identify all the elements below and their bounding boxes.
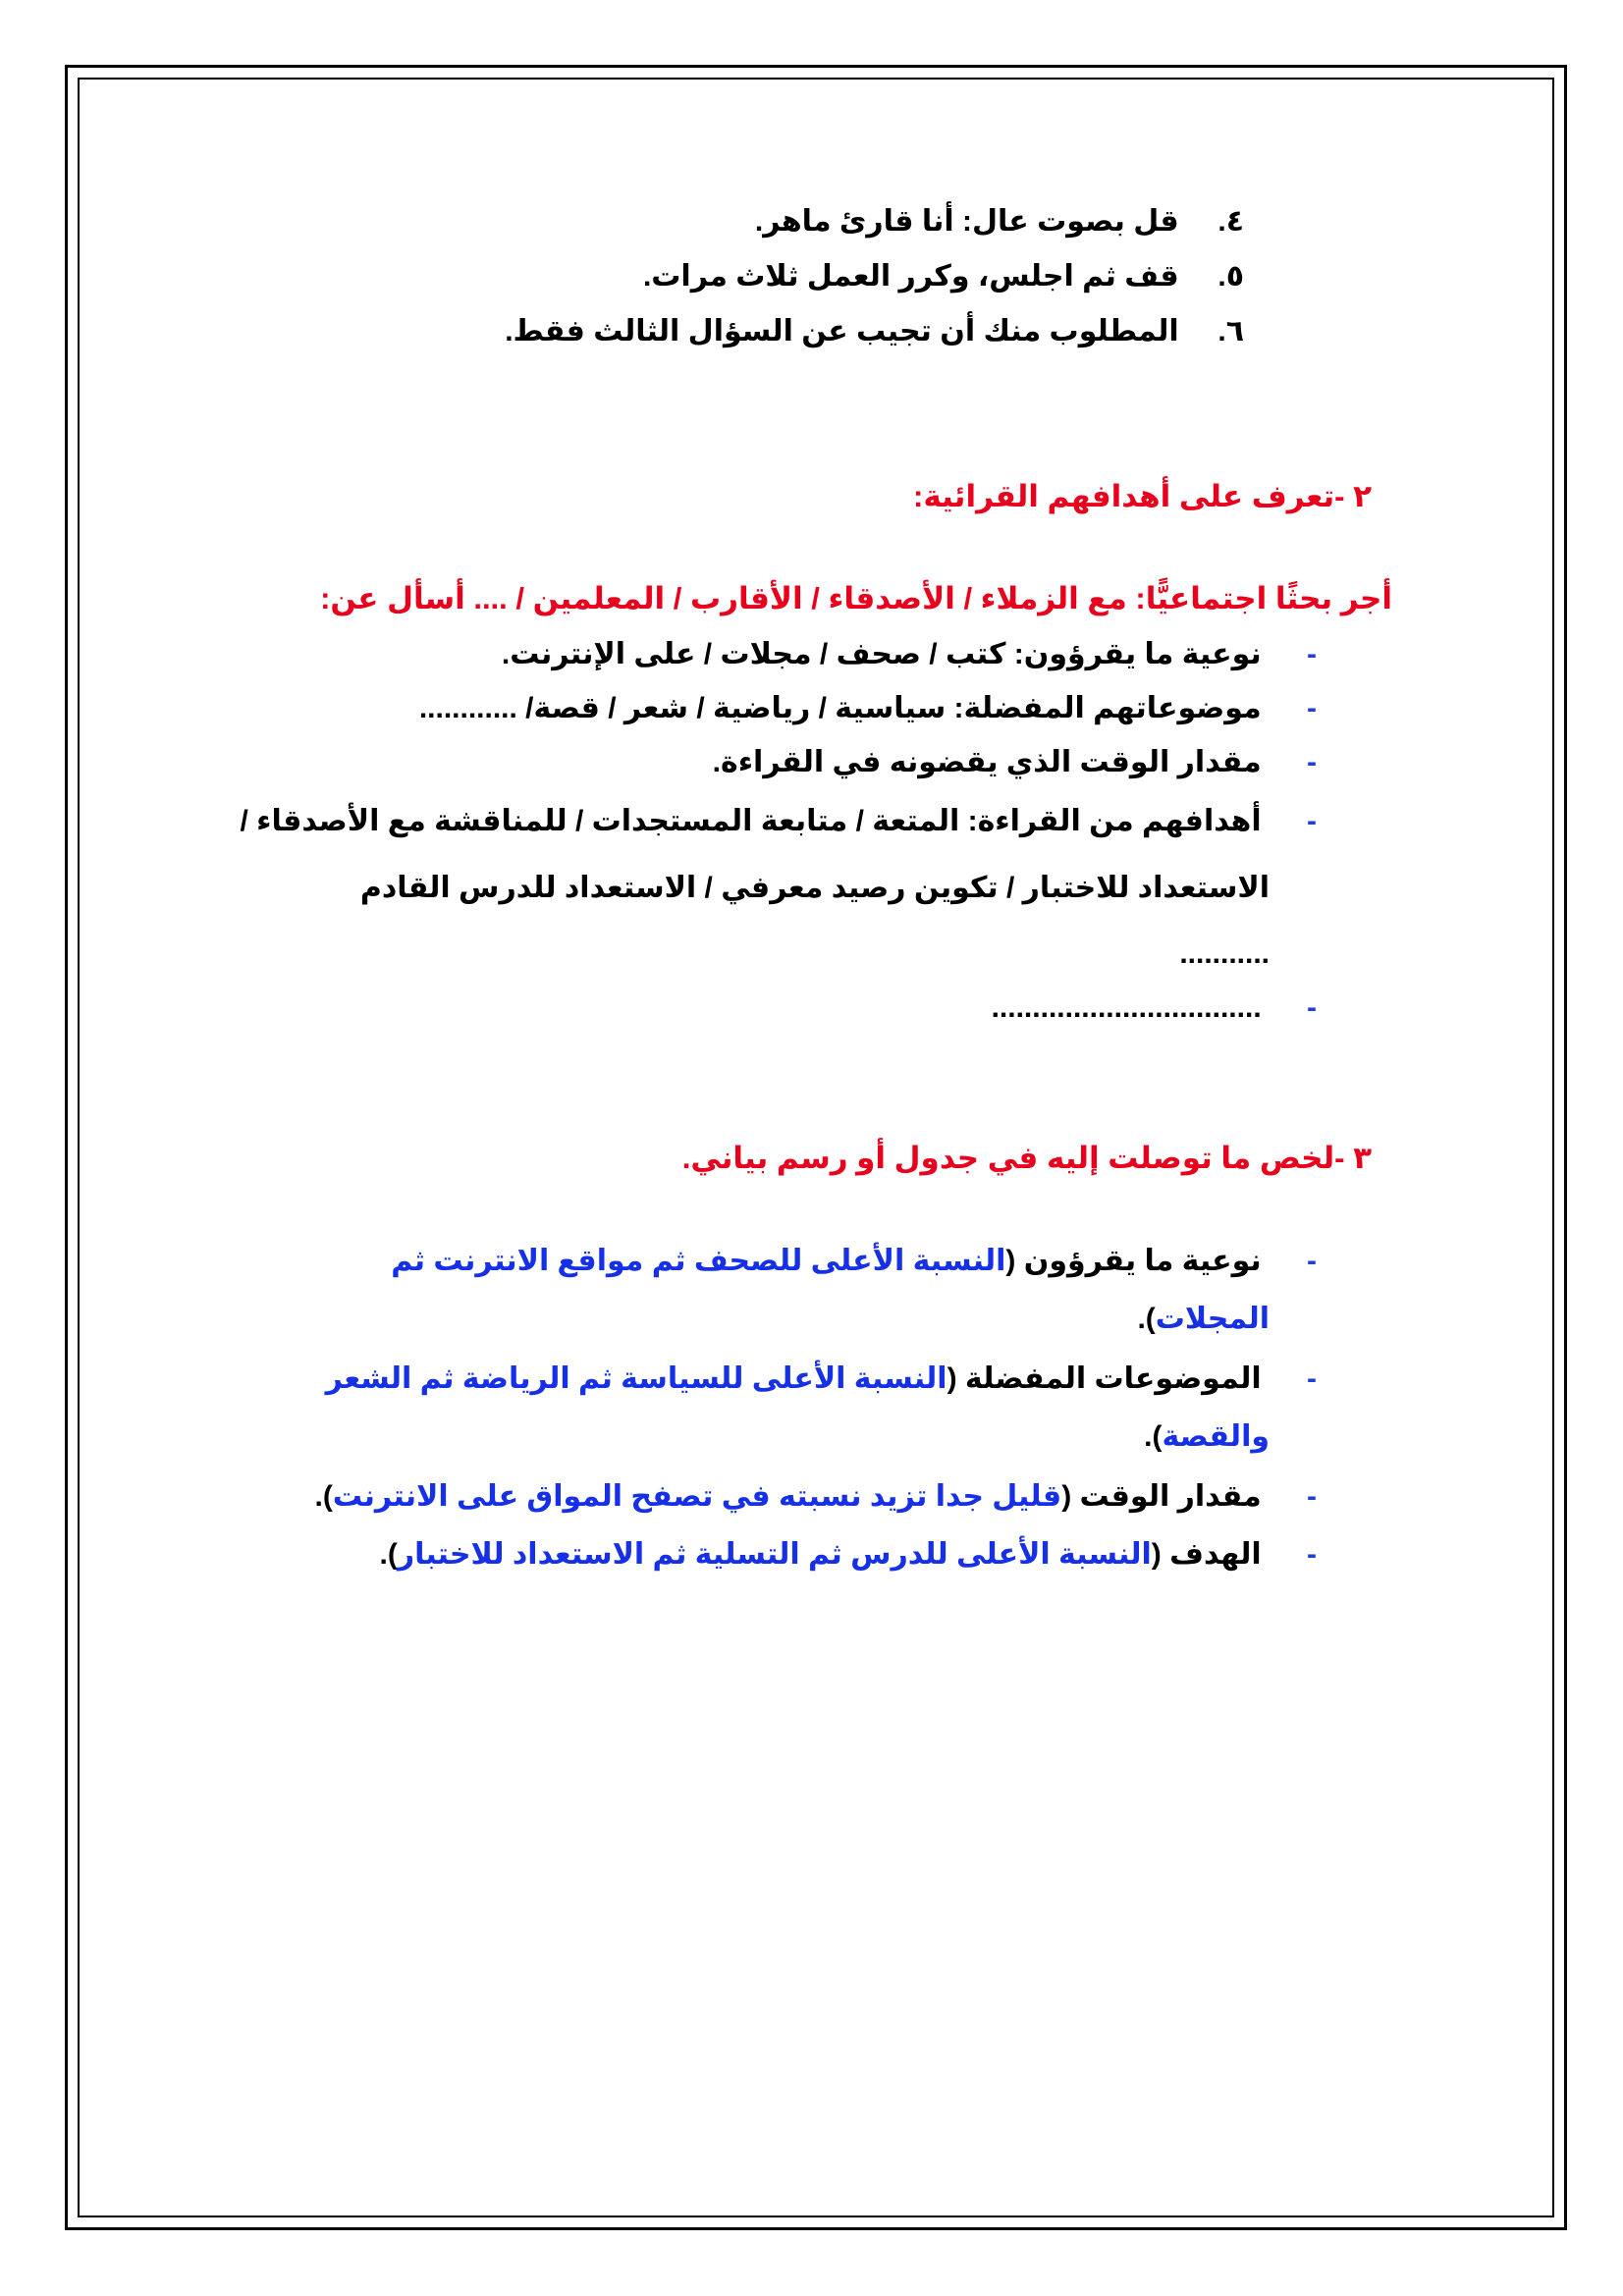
list-item [505,310,1244,353]
bullet-dash: - [1307,1362,1317,1395]
list-text-continuation [1137,1298,1270,1341]
list-number: ٥. [1217,260,1244,293]
closing-paren: ). [379,1538,398,1571]
item-answer: النسبة الأعلى للسياسة ثم الرياضة ثم الشعر [325,1362,947,1395]
bullet-dash: - [1307,1480,1317,1513]
item-answer: قليل جدا تزيد نسبته في تصفح المواق على الانترنت [332,1480,1062,1513]
section-heading: ٣ -لخص ما توصلت إليه في جدول أو رسم بياني. [681,1141,1372,1175]
bullet-dash: - [1307,746,1317,778]
bullet-dash: - [1307,1245,1317,1277]
list-text-continuation: ........... [1179,937,1270,970]
bullet-dash: - [1307,991,1317,1024]
closing-paren: ). [314,1480,333,1513]
bullet-dash: - [1307,692,1317,724]
list-number: ٦. [1217,315,1244,347]
list-item [643,255,1244,298]
list-item [391,1240,1317,1283]
item-answer: النسبة الأعلى للصحف ثم مواقع الانترنت ثم [391,1245,1006,1277]
bullet-dash: - [1307,638,1317,670]
list-item [326,1358,1317,1401]
list-text-continuation [1144,1415,1270,1459]
item-label: نوعية ما يقرؤون ( [1005,1245,1262,1277]
item-label: الهدف ( [1151,1538,1262,1571]
list-text: المطلوب منك أن تجيب عن السؤال الثالث فقط. [505,315,1179,347]
bullet-dash: - [1307,1538,1317,1571]
list-number: ٤. [1217,205,1244,238]
list-text: ................................. [991,991,1262,1024]
item-answer: والقصة [1162,1420,1270,1453]
list-item [713,741,1317,784]
list-text: نوعية ما يقرؤون: كتب / صحف / مجلات / على الإنترنت. [501,638,1262,670]
list-item [755,200,1244,243]
list-item [315,1475,1317,1519]
list-item [992,987,1317,1030]
item-label: مقدار الوقت ( [1061,1480,1262,1513]
item-answer: المجلات [1155,1303,1270,1335]
section-instruction: أجر بحثًا اجتماعيًّا: مع الزملاء / الأصدقاء / الأقارب / المعلمين / .... أسأل عن: [320,581,1392,615]
closing-paren: ). [1137,1303,1156,1335]
list-text-continuation: الاستعداد للاختبار / تكوين رصيد معرفي / الاستعداد للدرس القادم [359,872,1270,904]
list-item [380,1533,1317,1576]
list-text: مقدار الوقت الذي يقضونه في القراءة. [712,746,1262,778]
bullet-dash: - [1307,805,1317,837]
item-label: الموضوعات المفضلة ( [947,1362,1262,1395]
item-answer: النسبة الأعلى للدرس ثم التسلية ثم الاستعداد للاختبار [397,1538,1152,1571]
section-heading: ٢ -تعرف على أهدافهم القرائية: [913,479,1372,513]
closing-paren: ). [1144,1420,1163,1453]
list-text: قل بصوت عال: أنا قارئ ماهر. [754,205,1179,238]
list-item [419,687,1317,730]
list-text: قف ثم اجلس، وكرر العمل ثلاث مرات. [642,260,1179,293]
list-item [241,800,1317,843]
list-text: أهدافهم من القراءة: المتعة / متابعة المستجدات / للمناقشة مع الأصدقاء / [240,805,1262,837]
list-text: موضوعاتهم المفضلة: سياسية / رياضية / شعر / قصة/ ............ [418,692,1262,724]
list-item [502,633,1317,676]
